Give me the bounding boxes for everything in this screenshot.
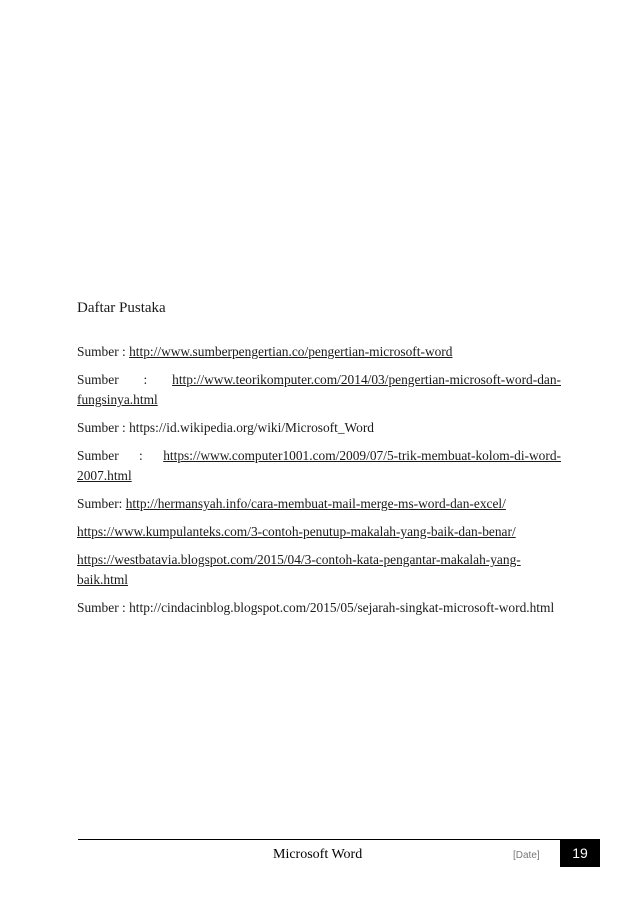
reference-entry-7	[77, 550, 561, 590]
reference-link[interactable]: https://www.kumpulanteks.com/3-contoh-penutup-makalah-yang-baik-dan-benar/	[77, 524, 516, 539]
reference-link[interactable]: https://westbatavia.blogspot.com/2015/04/3-contoh-kata-pengantar-makalah-yang-baik.html	[77, 552, 521, 587]
reference-entry-6	[77, 522, 561, 542]
reference-prefix: Sumber :	[77, 344, 130, 359]
reference-link[interactable]: http://www.teorikomputer.com/2014/03/pengertian-microsoft-word-dan-fungsinya.html	[77, 372, 561, 407]
reference-entry-8	[77, 598, 561, 618]
reference-link[interactable]: http://www.sumberpengertian.co/pengertian-microsoft-word	[129, 344, 453, 359]
bibliography-heading: Daftar Pustaka	[77, 300, 166, 316]
reference-link[interactable]: https://www.computer1001.com/2009/07/5-trik-membuat-kolom-di-word-2007.html	[77, 448, 561, 483]
reference-link[interactable]: http://hermansyah.info/cara-membuat-mail-merge-ms-word-dan-excel/	[125, 496, 506, 511]
reference-entry-3	[77, 418, 561, 438]
reference-entry-2	[77, 370, 561, 410]
reference-entry-1	[77, 342, 561, 362]
reference-entry-5	[77, 494, 561, 514]
reference-text: https://id.wikipedia.org/wiki/Microsoft_Word	[129, 420, 374, 435]
reference-prefix: Sumber :	[77, 372, 173, 387]
footer-date-placeholder[interactable]: [Date]	[513, 850, 540, 861]
reference-prefix: Sumber:	[77, 496, 126, 511]
page-number-badge: 19	[560, 839, 600, 867]
reference-entry-4	[77, 446, 561, 486]
reference-prefix: Sumber :	[77, 448, 164, 463]
reference-text: http://cindacinblog.blogspot.com/2015/05/sejarah-singkat-microsoft-word.html	[129, 600, 555, 615]
bibliography-section	[77, 298, 561, 626]
reference-prefix: Sumber :	[77, 420, 130, 435]
footer-document-title: Microsoft Word	[273, 847, 363, 862]
reference-prefix: Sumber :	[77, 600, 130, 615]
footer-divider	[78, 839, 560, 840]
